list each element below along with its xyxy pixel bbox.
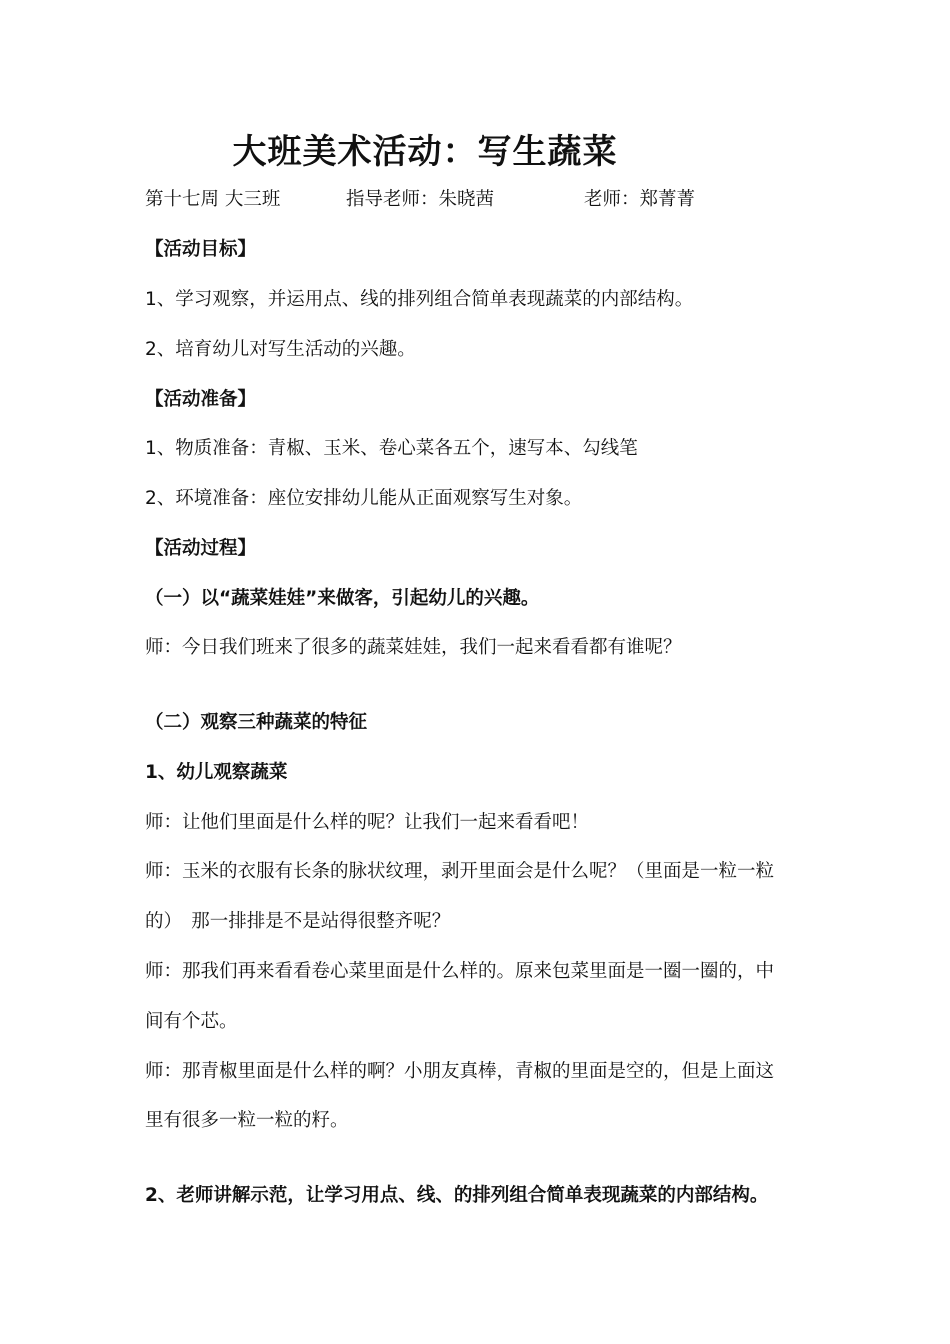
goals-heading: 【活动目标】 — [145, 239, 257, 260]
teacher-line-3b: 间有个芯。 — [145, 1011, 238, 1032]
sub1-heading: 1、幼儿观察蔬菜 — [145, 762, 288, 783]
teacher-line-1: 师：让他们里面是什么样的呢？让我们一起来看看吧！ — [145, 812, 590, 833]
advisor: 指导老师：朱晓茜 — [346, 189, 495, 210]
teacher-line-2b: 的） 那一排排是不是站得很整齐呢？ — [145, 911, 451, 932]
goal-item-2: 2、培育幼儿对写生活动的兴趣。 — [145, 339, 416, 360]
step1-dialogue: 师：今日我们班来了很多的蔬菜娃娃，我们一起来看看都有谁呢？ — [145, 637, 682, 658]
goal-item-1: 1、学习观察，并运用点、线的排列组合简单表现蔬菜的内部结构。 — [145, 289, 694, 310]
teacher-line-4b: 里有很多一粒一粒的籽。 — [145, 1110, 349, 1131]
teacher-line-2a: 师：玉米的衣服有长条的脉状纹理，剥开里面会是什么呢？（里面是一粒一粒 — [145, 861, 775, 882]
meta-line — [145, 188, 845, 212]
document-title: 大班美术活动：写生蔬菜 — [232, 132, 618, 172]
prep-item-1: 1、物质准备：青椒、玉米、卷心菜各五个，速写本、勾线笔 — [145, 438, 638, 459]
sub2-heading: 2、老师讲解示范，让学习用点、线、的排列组合简单表现蔬菜的内部结构。 — [145, 1185, 769, 1206]
step1-heading: （一）以“蔬菜娃娃”来做客，引起幼儿的兴趣。 — [145, 588, 540, 609]
process-heading: 【活动过程】 — [145, 538, 257, 559]
teacher-line-4a: 师：那青椒里面是什么样的啊？小朋友真棒，青椒的里面是空的，但是上面这 — [145, 1061, 775, 1082]
teacher-line-3a: 师：那我们再来看看卷心菜里面是什么样的。原来包菜里面是一圈一圈的，中 — [145, 961, 775, 982]
week-class: 第十七周 大三班 — [145, 189, 281, 210]
prep-heading: 【活动准备】 — [145, 389, 257, 410]
step2-heading: （二）观察三种蔬菜的特征 — [145, 712, 368, 733]
prep-item-2: 2、环境准备：座位安排幼儿能从正面观察写生对象。 — [145, 488, 583, 509]
teacher: 老师：郑菁菁 — [584, 189, 696, 210]
